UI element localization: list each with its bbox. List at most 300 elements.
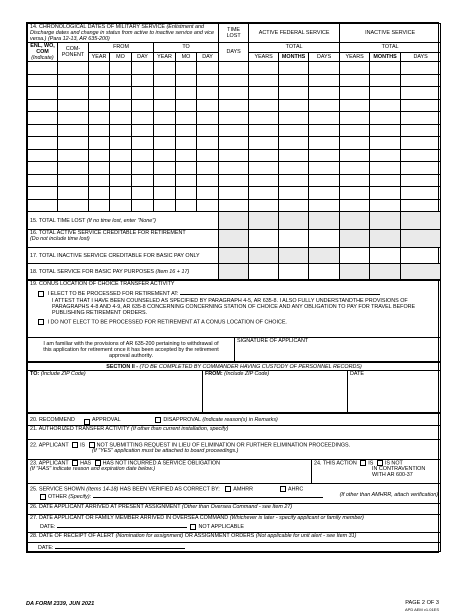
item18-months-field[interactable] bbox=[279, 264, 309, 280]
service-entry-cell[interactable] bbox=[110, 162, 132, 175]
service-entry-cell[interactable] bbox=[28, 124, 58, 137]
service-entry-cell[interactable] bbox=[132, 199, 154, 212]
service-entry-cell[interactable] bbox=[110, 99, 132, 112]
service-entry-cell[interactable] bbox=[279, 199, 309, 212]
service-entry-cell[interactable] bbox=[28, 137, 58, 150]
item17-time-lost bbox=[219, 248, 249, 264]
service-entry-cell[interactable] bbox=[28, 174, 58, 187]
service-entry-cell[interactable] bbox=[154, 124, 176, 137]
service-entry-cell[interactable] bbox=[249, 62, 279, 75]
service-entry-cell[interactable] bbox=[309, 162, 340, 175]
item23-has-checkbox[interactable] bbox=[72, 460, 78, 466]
item17-active-years bbox=[249, 248, 279, 264]
service-entry-cell[interactable] bbox=[154, 74, 176, 87]
service-entry-cell[interactable] bbox=[219, 62, 249, 75]
service-entry-cell[interactable] bbox=[110, 199, 132, 212]
service-entry-cell[interactable] bbox=[197, 199, 219, 212]
service-entry-cell[interactable] bbox=[309, 187, 340, 200]
service-entry-cell[interactable] bbox=[279, 187, 309, 200]
service-entry-cell[interactable] bbox=[309, 174, 340, 187]
item15-active-days bbox=[309, 212, 340, 230]
service-entry-cell[interactable] bbox=[58, 187, 89, 200]
service-entry-cell[interactable] bbox=[401, 149, 441, 162]
service-entry-cell[interactable] bbox=[401, 137, 441, 150]
item16-inactive-months bbox=[370, 230, 401, 248]
service-entry-cell[interactable] bbox=[219, 174, 249, 187]
item23-label: 23. APPLICANT bbox=[30, 460, 69, 467]
service-entry-cell[interactable] bbox=[58, 112, 89, 125]
component-header: COM-PONENT bbox=[58, 43, 89, 62]
service-entry-cell[interactable] bbox=[110, 112, 132, 125]
item24-label: 24. THIS ACTION bbox=[314, 460, 357, 467]
service-entry-cell[interactable] bbox=[219, 187, 249, 200]
service-entry-cell[interactable] bbox=[249, 149, 279, 162]
service-entry-cell[interactable] bbox=[176, 187, 197, 200]
service-entry-cell[interactable] bbox=[197, 187, 219, 200]
item27-label: 27. DATE APPLICANT OR FAMILY MEMBER ARRIVED IN OVERSEA COMMAND bbox=[30, 515, 229, 521]
elect-yes-label: I ELECT TO BE PROCESSED FOR RETIREMENT AT: bbox=[47, 291, 179, 297]
service-entry-cell[interactable] bbox=[154, 62, 176, 75]
service-entry-cell[interactable] bbox=[58, 87, 89, 100]
item15-inactive-days bbox=[401, 212, 441, 230]
service-entry-cell[interactable] bbox=[89, 112, 110, 125]
page-number: PAGE 2 OF 3 bbox=[405, 600, 439, 606]
service-entry-cell[interactable] bbox=[110, 174, 132, 187]
service-entry-cell[interactable] bbox=[370, 149, 401, 162]
active-days-header: DAYS bbox=[309, 52, 340, 62]
item19-label: 19. CONUS LOCATION OF CHOICE TRANSFER ACTIVITY bbox=[30, 281, 175, 287]
service-entry-cell[interactable] bbox=[110, 87, 132, 100]
ahrc-checkbox[interactable] bbox=[280, 486, 286, 492]
to-year-header: YEAR bbox=[154, 52, 176, 62]
item16-label: 16. TOTAL ACTIVE SERVICE CREDITABLE FOR RETIREMENT (Do not include time lost) bbox=[28, 230, 219, 248]
item26-field[interactable]: 26. DATE APPLICANT ARRIVED AT PRESENT ASSIGNMENT (Other than Oversea Command - see Item 27) bbox=[28, 504, 441, 515]
item23-note: (If "HAS" indicate reason and expiration date below.) bbox=[30, 466, 156, 473]
service-entry-cell[interactable] bbox=[28, 112, 58, 125]
item18-inactive-years bbox=[340, 264, 370, 280]
section2-to-field[interactable]: TO: (Include ZIP Code) bbox=[28, 371, 203, 413]
inactive-years-header: YEARS bbox=[340, 52, 370, 62]
item22-is-not-checkbox[interactable] bbox=[89, 442, 95, 448]
service-entry-cell[interactable] bbox=[401, 87, 441, 100]
service-entry-cell[interactable] bbox=[28, 87, 58, 100]
service-entry-cell[interactable] bbox=[197, 74, 219, 87]
item22-note: (If "YES" application must be attached to board proceedings.) bbox=[92, 448, 239, 455]
service-entry-cell[interactable] bbox=[401, 112, 441, 125]
service-entry-cell[interactable] bbox=[197, 62, 219, 75]
service-entry-cell[interactable] bbox=[28, 62, 58, 75]
service-entry-cell[interactable] bbox=[58, 137, 89, 150]
service-entry-cell[interactable] bbox=[340, 174, 370, 187]
service-entry-cell[interactable] bbox=[197, 124, 219, 137]
item24-is-checkbox[interactable] bbox=[360, 460, 366, 466]
item28-date-field[interactable] bbox=[55, 543, 185, 549]
service-entry-cell[interactable] bbox=[89, 124, 110, 137]
item15-time-lost-field[interactable] bbox=[219, 212, 249, 230]
service-entry-cell[interactable] bbox=[219, 74, 249, 87]
item19-block bbox=[28, 281, 441, 338]
service-entry-cell[interactable] bbox=[132, 162, 154, 175]
service-entry-cell[interactable] bbox=[340, 199, 370, 212]
active-federal-service-header: ACTIVE FEDERAL SERVICE bbox=[249, 24, 340, 43]
service-entry-cell[interactable] bbox=[197, 149, 219, 162]
service-entry-cell[interactable] bbox=[28, 199, 58, 212]
item24-is-not-checkbox[interactable] bbox=[377, 460, 383, 466]
service-entry-cell[interactable] bbox=[279, 99, 309, 112]
service-entry-cell[interactable] bbox=[219, 149, 249, 162]
service-entry-cell[interactable] bbox=[340, 124, 370, 137]
form-id: DA FORM 2339, JUN 2021 bbox=[26, 601, 95, 607]
service-entry-cell[interactable] bbox=[370, 137, 401, 150]
service-entry-cell[interactable] bbox=[132, 149, 154, 162]
service-entry-cell[interactable] bbox=[197, 174, 219, 187]
service-entry-cell[interactable] bbox=[279, 124, 309, 137]
service-entry-cell[interactable] bbox=[340, 87, 370, 100]
service-entry-cell[interactable] bbox=[89, 87, 110, 100]
service-entry-cell[interactable] bbox=[176, 99, 197, 112]
service-entry-cell[interactable] bbox=[110, 149, 132, 162]
service-entry-cell[interactable] bbox=[110, 62, 132, 75]
service-entry-cell[interactable] bbox=[370, 187, 401, 200]
service-entry-cell[interactable] bbox=[309, 199, 340, 212]
service-entry-cell[interactable] bbox=[279, 162, 309, 175]
service-entry-cell[interactable] bbox=[219, 112, 249, 125]
service-entry-cell[interactable] bbox=[340, 112, 370, 125]
service-entry-cell[interactable] bbox=[279, 174, 309, 187]
service-entry-cell[interactable] bbox=[279, 87, 309, 100]
service-entry-cell[interactable] bbox=[58, 174, 89, 187]
service-entry-cell[interactable] bbox=[249, 187, 279, 200]
service-entry-cell[interactable] bbox=[370, 74, 401, 87]
item16-time-lost bbox=[219, 230, 249, 248]
service-entry-cell[interactable] bbox=[219, 87, 249, 100]
section2 bbox=[27, 362, 441, 413]
service-entry-cell[interactable] bbox=[58, 162, 89, 175]
service-entry-cell[interactable] bbox=[370, 174, 401, 187]
item15-label: 15. TOTAL TIME LOST (If no time lost, enter "None") bbox=[28, 212, 219, 230]
item28-row: 28. DATE OF RECEIPT OF ALERT (Nomination for assignment) OR ASSIGNMENT ORDERS (Not applicable for unit alert - see Item 31) bbox=[28, 533, 441, 543]
item22-text: NOT SUBMITTING REQUEST IN LIEU OF ELIMINATION OR FURTHER ELIMINATION PROCEEDINGS. bbox=[96, 442, 351, 449]
service-entry-cell[interactable] bbox=[176, 74, 197, 87]
service-entry-cell[interactable] bbox=[197, 162, 219, 175]
from-header: FROM bbox=[89, 43, 154, 53]
service-entry-cell[interactable] bbox=[154, 187, 176, 200]
items-20-28 bbox=[27, 413, 441, 552]
service-entry-cell[interactable] bbox=[176, 112, 197, 125]
service-entry-cell[interactable] bbox=[176, 162, 197, 175]
item15-inactive-months bbox=[370, 212, 401, 230]
service-entry-cell[interactable] bbox=[370, 199, 401, 212]
elect-yes-checkbox[interactable] bbox=[38, 291, 44, 297]
service-entry-row bbox=[28, 124, 441, 137]
service-entry-cell[interactable] bbox=[58, 124, 89, 137]
service-entry-row bbox=[28, 162, 441, 175]
service-entry-cell[interactable] bbox=[132, 187, 154, 200]
service-entry-cell[interactable] bbox=[401, 174, 441, 187]
service-entry-cell[interactable] bbox=[28, 99, 58, 112]
item28-label: 28. DATE OF RECEIPT OF ALERT bbox=[30, 533, 115, 539]
item18-label: 18. TOTAL SERVICE FOR BASIC PAY PURPOSES (Item 16 + 17) bbox=[28, 264, 219, 280]
item22-is-checkbox[interactable] bbox=[72, 442, 78, 448]
item23-has-not-checkbox[interactable] bbox=[95, 460, 101, 466]
not-applicable-checkbox[interactable] bbox=[190, 524, 196, 530]
service-entry-cell[interactable] bbox=[89, 99, 110, 112]
service-entry-cell[interactable] bbox=[309, 124, 340, 137]
item16-years-field[interactable] bbox=[249, 230, 279, 248]
service-entry-cell[interactable] bbox=[309, 99, 340, 112]
service-entry-row bbox=[28, 99, 441, 112]
service-entry-cell[interactable] bbox=[89, 74, 110, 87]
service-entry-cell[interactable] bbox=[249, 87, 279, 100]
service-entry-cell[interactable] bbox=[309, 74, 340, 87]
service-entry-cell[interactable] bbox=[154, 174, 176, 187]
inactive-service-header: INACTIVE SERVICE bbox=[340, 24, 441, 43]
service-entry-cell[interactable] bbox=[176, 124, 197, 137]
service-entry-cell[interactable] bbox=[309, 149, 340, 162]
active-years-header: YEARS bbox=[249, 52, 279, 62]
service-entry-cell[interactable] bbox=[219, 137, 249, 150]
service-entry-cell[interactable] bbox=[110, 74, 132, 87]
amhrr-checkbox[interactable] bbox=[225, 486, 231, 492]
active-months-header: MONTHS bbox=[279, 52, 309, 62]
item17-years-field[interactable] bbox=[340, 248, 370, 264]
service-entry-row bbox=[28, 174, 441, 187]
other-specify-field[interactable] bbox=[93, 492, 323, 498]
service-dates-table bbox=[27, 23, 441, 280]
attest-text: I ATTEST THAT I HAVE BEEN COUNSELED AS SPECIFIED BY PARAGRAPH 4-5, AR 635-8. I ALSO FULLY UNDERSTANDTHE PROVISIONS OF PARAGRAPHS 4-8 AND 4-9, AR 635-8 CONCERNING CONCERNING STATION OF CHOICE AND ANY OBLIGATION TO PAY FOR TRAVEL BEFORE PUBLISHING RETIREMENT ORDERS. bbox=[52, 298, 416, 317]
service-entry-cell[interactable] bbox=[154, 99, 176, 112]
signature-field[interactable] bbox=[235, 338, 441, 362]
service-entry-cell[interactable] bbox=[340, 99, 370, 112]
service-entry-cell[interactable] bbox=[279, 137, 309, 150]
item15-active-years bbox=[249, 212, 279, 230]
service-entry-cell[interactable] bbox=[309, 137, 340, 150]
disapproval-checkbox[interactable] bbox=[155, 417, 161, 423]
time-lost-header: TIME LOST bbox=[219, 24, 249, 43]
item25-label: 25. SERVICE SHOWN bbox=[30, 486, 85, 493]
service-entry-cell[interactable] bbox=[370, 124, 401, 137]
service-entry-row bbox=[28, 187, 441, 200]
active-total-header: TOTAL bbox=[249, 43, 340, 53]
service-entry-cell[interactable] bbox=[340, 74, 370, 87]
service-entry-cell[interactable] bbox=[370, 62, 401, 75]
elect-no-checkbox[interactable] bbox=[38, 319, 44, 325]
service-entry-cell[interactable] bbox=[89, 62, 110, 75]
item15-inactive-years bbox=[340, 212, 370, 230]
service-entry-cell[interactable] bbox=[401, 124, 441, 137]
item20-row: 20. RECOMMEND APPROVAL DISAPPROVAL (Indicate reason(s) in Remarks) bbox=[28, 414, 441, 426]
service-entry-cell[interactable] bbox=[176, 149, 197, 162]
service-entry-cell[interactable] bbox=[249, 137, 279, 150]
service-entry-row bbox=[28, 199, 441, 212]
item20-label: 20. RECOMMEND bbox=[30, 416, 75, 423]
service-entry-cell[interactable] bbox=[132, 99, 154, 112]
item18-inactive-days bbox=[401, 264, 441, 280]
item16-inactive-days bbox=[401, 230, 441, 248]
service-entry-cell[interactable] bbox=[58, 199, 89, 212]
other-checkbox[interactable] bbox=[40, 494, 46, 500]
service-entry-cell[interactable] bbox=[401, 62, 441, 75]
service-entry-cell[interactable] bbox=[89, 174, 110, 187]
form-frame bbox=[26, 22, 439, 553]
service-entry-rows bbox=[28, 62, 441, 212]
service-entry-cell[interactable] bbox=[249, 199, 279, 212]
service-entry-cell[interactable] bbox=[197, 87, 219, 100]
elect-location-field[interactable] bbox=[180, 289, 380, 295]
service-entry-cell[interactable] bbox=[132, 137, 154, 150]
service-entry-cell[interactable] bbox=[197, 112, 219, 125]
item18-days-field[interactable] bbox=[309, 264, 340, 280]
page-info bbox=[405, 601, 439, 612]
item16-days-field[interactable] bbox=[309, 230, 340, 248]
service-entry-cell[interactable] bbox=[401, 162, 441, 175]
service-entry-cell[interactable] bbox=[340, 137, 370, 150]
service-entry-cell[interactable] bbox=[340, 149, 370, 162]
service-entry-cell[interactable] bbox=[401, 187, 441, 200]
service-entry-row bbox=[28, 87, 441, 100]
service-entry-cell[interactable] bbox=[132, 74, 154, 87]
service-entry-cell[interactable] bbox=[340, 162, 370, 175]
item27-date-field[interactable] bbox=[57, 522, 187, 528]
service-entry-cell[interactable] bbox=[370, 112, 401, 125]
inactive-days-header: DAYS bbox=[401, 52, 441, 62]
service-entry-cell[interactable] bbox=[219, 162, 249, 175]
item17-days-field[interactable] bbox=[401, 248, 441, 264]
service-entry-cell[interactable] bbox=[340, 62, 370, 75]
service-entry-cell[interactable] bbox=[132, 62, 154, 75]
service-entry-cell[interactable] bbox=[176, 87, 197, 100]
service-entry-cell[interactable] bbox=[197, 99, 219, 112]
service-entry-cell[interactable] bbox=[370, 99, 401, 112]
service-entry-cell[interactable] bbox=[249, 99, 279, 112]
service-entry-cell[interactable] bbox=[132, 174, 154, 187]
item14-title: 14. CHRONOLOGICAL DATES OF MILITARY SERVICE (Enlistment and Discharge dates and change in status from active to inactive service and vice versa.) (Para 12-13, AR 635-200) bbox=[28, 24, 219, 43]
service-entry-cell[interactable] bbox=[249, 174, 279, 187]
service-entry-cell[interactable] bbox=[176, 199, 197, 212]
service-entry-cell[interactable] bbox=[154, 112, 176, 125]
service-entry-cell[interactable] bbox=[89, 162, 110, 175]
inactive-months-header: MONTHS bbox=[370, 52, 401, 62]
item18-inactive-months bbox=[370, 264, 401, 280]
service-entry-cell[interactable] bbox=[58, 149, 89, 162]
service-entry-cell[interactable] bbox=[154, 137, 176, 150]
service-entry-cell[interactable] bbox=[89, 187, 110, 200]
service-entry-cell[interactable] bbox=[154, 199, 176, 212]
service-entry-cell[interactable] bbox=[110, 124, 132, 137]
service-entry-cell[interactable] bbox=[110, 137, 132, 150]
item18-years-field[interactable] bbox=[249, 264, 279, 280]
item17-active-months bbox=[279, 248, 309, 264]
service-entry-cell[interactable] bbox=[309, 112, 340, 125]
service-entry-cell[interactable] bbox=[154, 162, 176, 175]
service-entry-cell[interactable] bbox=[370, 162, 401, 175]
inactive-total-header: TOTAL bbox=[340, 43, 441, 53]
service-entry-cell[interactable] bbox=[28, 149, 58, 162]
service-entry-cell[interactable] bbox=[58, 62, 89, 75]
item24-row: 24. THIS ACTION IS IS NOT IN CONTRAVENTION WITH AR 600-37 bbox=[312, 460, 441, 484]
form-version: APD AEM v1.01ES bbox=[404, 606, 439, 612]
item22-row: 22. APPLICANT IS NOT SUBMITTING REQUEST IN LIEU OF ELIMINATION OR FURTHER ELIMINATION PROCEEDINGS. (If "YES" application must be attached to board proceedings.) bbox=[28, 440, 441, 460]
from-day-header: DAY bbox=[132, 52, 154, 62]
service-entry-cell[interactable] bbox=[28, 74, 58, 87]
service-entry-cell[interactable] bbox=[279, 74, 309, 87]
item28-date-row: DATE: bbox=[28, 543, 441, 552]
service-entry-cell[interactable] bbox=[309, 62, 340, 75]
service-entry-cell[interactable] bbox=[28, 162, 58, 175]
item23-row: 23. APPLICANT HAS HAS NOT INCURRED A SERVICE OBLIGATION (If "HAS" indicate reason and expiration date below.) bbox=[28, 460, 312, 484]
service-entry-cell[interactable] bbox=[176, 137, 197, 150]
to-day-header: DAY bbox=[197, 52, 219, 62]
service-entry-cell[interactable] bbox=[370, 87, 401, 100]
service-entry-cell[interactable] bbox=[279, 112, 309, 125]
disapproval-label: DISAPPROVAL bbox=[163, 416, 201, 423]
item17-months-field[interactable] bbox=[370, 248, 401, 264]
service-entry-cell[interactable] bbox=[279, 149, 309, 162]
item21-field[interactable]: 21. AUTHORIZED TRANSFER ACTIVITY (If other than current installation, specify) bbox=[28, 426, 441, 440]
service-entry-cell[interactable] bbox=[219, 99, 249, 112]
service-entry-cell[interactable] bbox=[249, 112, 279, 125]
item15-active-months bbox=[279, 212, 309, 230]
service-entry-cell[interactable] bbox=[176, 62, 197, 75]
from-year-header: YEAR bbox=[89, 52, 110, 62]
service-entry-cell[interactable] bbox=[132, 124, 154, 137]
service-entry-row bbox=[28, 149, 441, 162]
item16-months-field[interactable] bbox=[279, 230, 309, 248]
familiar-text: I am familiar with the provisions of AR 635-200 pertaining to withdrawal of this application for retirement once it has been accepted by the retirement approval authority. bbox=[28, 338, 235, 362]
service-entry-cell[interactable] bbox=[249, 124, 279, 137]
item25-row: 25. SERVICE SHOWN (Items 14-18) HAS BEEN VERIFIED AS CORRECT BY: AMHRR AHRC OTHER (Specify): (If other than AMHRR, attach verification) bbox=[28, 484, 441, 504]
section2-date-field[interactable]: DATE bbox=[348, 371, 441, 413]
service-entry-cell[interactable] bbox=[401, 199, 441, 212]
section2-header: SECTION II - (TO BE COMPLETED BY COMMANDER HAVING CUSTODY OF PERSONNEL RECORDS) bbox=[28, 363, 441, 371]
service-entry-cell[interactable] bbox=[401, 74, 441, 87]
service-entry-cell[interactable] bbox=[249, 74, 279, 87]
service-entry-cell[interactable] bbox=[58, 99, 89, 112]
item22-label: 22. APPLICANT bbox=[30, 442, 69, 449]
service-entry-cell[interactable] bbox=[279, 62, 309, 75]
service-entry-cell[interactable] bbox=[110, 187, 132, 200]
enl-wo-com-header: ENL, WO, COM (Indicate) bbox=[28, 43, 58, 62]
service-entry-cell[interactable] bbox=[58, 74, 89, 87]
item16-inactive-years bbox=[340, 230, 370, 248]
to-header: TO bbox=[154, 43, 219, 53]
service-entry-cell[interactable] bbox=[132, 112, 154, 125]
service-entry-row bbox=[28, 112, 441, 125]
service-entry-cell[interactable] bbox=[340, 187, 370, 200]
approval-checkbox[interactable] bbox=[84, 419, 90, 425]
item27-row: 27. DATE APPLICANT OR FAMILY MEMBER ARRIVED IN OVERSEA COMMAND (Whichever is later - specify applicant or family member) DATE: NOT APPLICABLE bbox=[28, 515, 441, 533]
service-entry-cell[interactable] bbox=[89, 149, 110, 162]
service-entry-cell[interactable] bbox=[154, 149, 176, 162]
service-entry-cell[interactable] bbox=[309, 87, 340, 100]
other-verification-note: (If other than AMHRR, attach verification) bbox=[339, 492, 439, 499]
service-entry-cell[interactable] bbox=[89, 137, 110, 150]
service-entry-cell[interactable] bbox=[249, 162, 279, 175]
service-entry-cell[interactable] bbox=[132, 87, 154, 100]
service-entry-cell[interactable] bbox=[28, 187, 58, 200]
section2-from-field[interactable]: FROM: (Include ZIP Code) bbox=[203, 371, 348, 413]
service-entry-cell[interactable] bbox=[154, 87, 176, 100]
item18-time-lost bbox=[219, 264, 249, 280]
service-entry-cell[interactable] bbox=[197, 137, 219, 150]
service-entry-cell[interactable] bbox=[401, 99, 441, 112]
service-entry-cell[interactable] bbox=[219, 199, 249, 212]
item17-active-days bbox=[309, 248, 340, 264]
service-entry-cell[interactable] bbox=[89, 199, 110, 212]
service-entry-cell[interactable] bbox=[176, 174, 197, 187]
elect-yes-row bbox=[30, 289, 438, 297]
service-entry-cell[interactable] bbox=[219, 124, 249, 137]
